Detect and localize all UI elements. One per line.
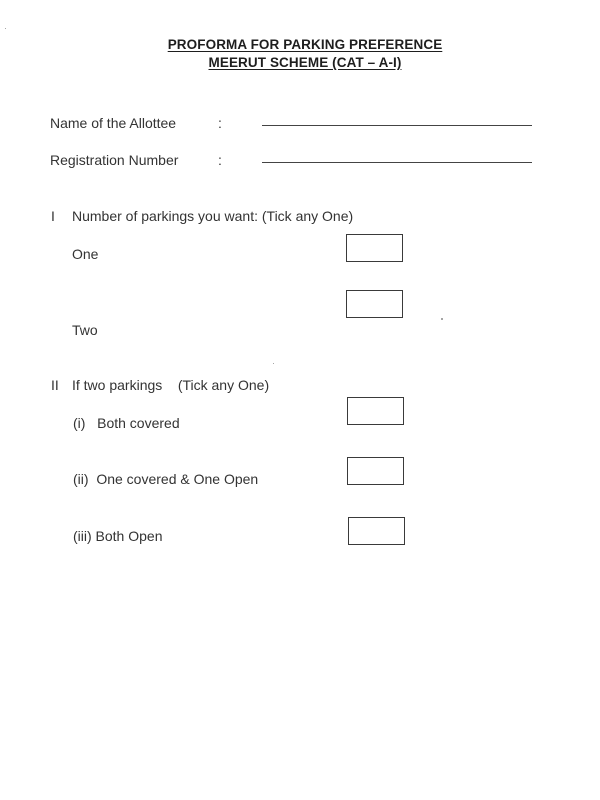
- registration-number-label: Registration Number: [50, 152, 179, 168]
- option-one-covered-one-open-label: (ii) One covered & One Open: [73, 471, 259, 487]
- section1-numeral: I: [51, 208, 55, 224]
- scan-speck: [273, 363, 274, 364]
- option-both-open-label: (iii) Both Open: [73, 528, 163, 544]
- option-two-checkbox[interactable]: [346, 290, 403, 318]
- allottee-name-label: Name of the Allottee: [50, 115, 177, 131]
- option-two-label: Two: [72, 322, 98, 338]
- option-both-covered-label: (i) Both covered: [73, 415, 180, 431]
- form-subtitle: [0, 55, 600, 70]
- scan-speck: [5, 28, 6, 29]
- allottee-name-colon: :: [218, 115, 222, 131]
- section2-heading: If two parkings (Tick any One): [72, 377, 270, 393]
- section1-heading: Number of parkings you want: (Tick any One): [72, 208, 354, 224]
- form-title: [0, 37, 600, 52]
- option-one-covered-one-open-checkbox[interactable]: [347, 457, 404, 485]
- form-subtitle-text: MEERUT SCHEME (CAT – A-I): [208, 55, 402, 70]
- registration-number-colon: :: [218, 152, 222, 168]
- option-both-open-checkbox[interactable]: [348, 517, 405, 545]
- scan-speck: [441, 318, 443, 320]
- option-both-covered-checkbox[interactable]: [347, 397, 404, 425]
- allottee-name-field[interactable]: [262, 125, 532, 126]
- form-title-text: PROFORMA FOR PARKING PREFERENCE: [167, 37, 443, 52]
- section2-numeral: II: [51, 377, 59, 393]
- option-one-checkbox[interactable]: [346, 234, 403, 262]
- registration-number-field[interactable]: [262, 162, 532, 163]
- option-one-label: One: [72, 246, 99, 262]
